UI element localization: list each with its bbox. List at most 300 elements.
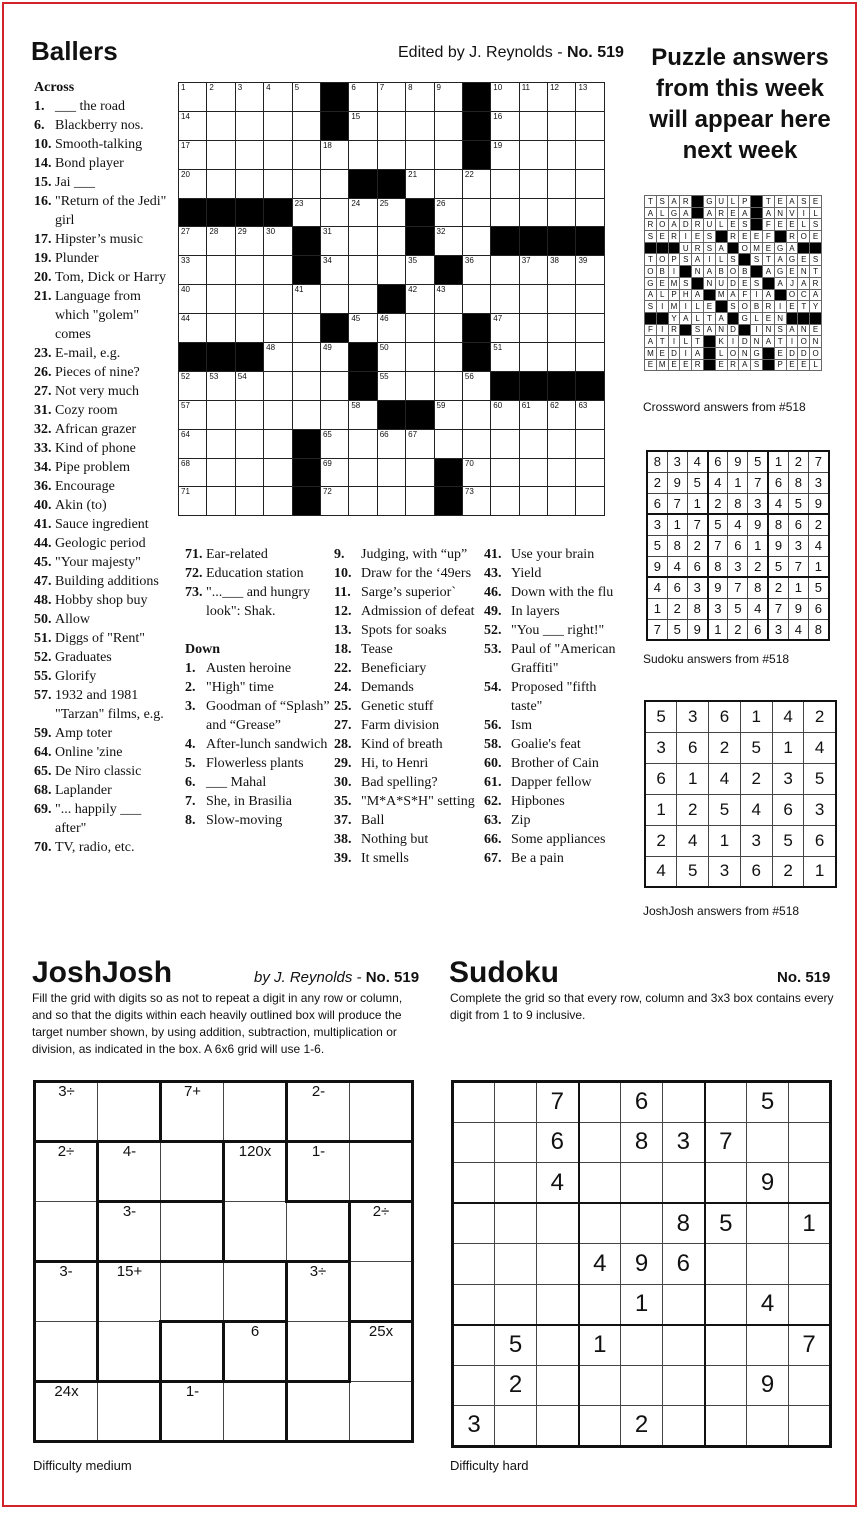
grid-cell[interactable]	[292, 140, 320, 169]
grid-cell[interactable]	[377, 227, 405, 256]
grid-cell[interactable]	[161, 1142, 224, 1202]
grid-cell[interactable]	[576, 400, 604, 429]
grid-cell[interactable]	[320, 487, 348, 516]
grid-cell[interactable]	[320, 343, 348, 372]
grid-cell[interactable]	[462, 487, 490, 516]
grid-cell[interactable]	[207, 458, 235, 487]
grid-cell[interactable]	[462, 198, 490, 227]
grid-cell[interactable]	[621, 1203, 663, 1244]
grid-cell[interactable]	[579, 1365, 621, 1406]
grid-cell[interactable]	[576, 198, 604, 227]
grid-cell[interactable]	[235, 400, 263, 429]
grid-cell[interactable]	[576, 314, 604, 343]
grid-cell[interactable]	[349, 429, 377, 458]
grid-cell[interactable]: 24x	[35, 1382, 98, 1442]
grid-cell[interactable]	[377, 371, 405, 400]
grid-cell[interactable]	[705, 1163, 747, 1204]
grid-cell[interactable]	[576, 256, 604, 285]
grid-cell[interactable]: 2-	[287, 1082, 350, 1142]
grid-cell[interactable]	[789, 1365, 831, 1406]
grid-cell[interactable]	[519, 83, 547, 112]
grid-cell[interactable]	[377, 83, 405, 112]
grid-cell[interactable]: 9	[747, 1163, 789, 1204]
grid-cell[interactable]	[207, 83, 235, 112]
grid-cell[interactable]	[548, 198, 576, 227]
grid-cell[interactable]	[292, 169, 320, 198]
grid-cell[interactable]	[207, 400, 235, 429]
grid-cell[interactable]	[453, 1325, 495, 1366]
grid-cell[interactable]	[705, 1365, 747, 1406]
grid-cell[interactable]	[235, 227, 263, 256]
grid-cell[interactable]	[179, 371, 207, 400]
grid-cell[interactable]	[377, 198, 405, 227]
grid-cell[interactable]	[320, 285, 348, 314]
grid-cell[interactable]	[548, 285, 576, 314]
grid-cell[interactable]	[495, 1284, 537, 1325]
grid-cell[interactable]	[491, 198, 519, 227]
grid-cell[interactable]	[663, 1163, 705, 1204]
grid-cell[interactable]	[491, 400, 519, 429]
grid-cell[interactable]	[320, 198, 348, 227]
grid-cell[interactable]	[235, 111, 263, 140]
grid-cell[interactable]	[377, 429, 405, 458]
grid-cell[interactable]	[491, 343, 519, 372]
grid-cell[interactable]	[519, 198, 547, 227]
grid-cell[interactable]: 15+	[98, 1262, 161, 1322]
grid-cell[interactable]	[434, 343, 462, 372]
grid-cell[interactable]	[491, 140, 519, 169]
grid-cell[interactable]	[207, 227, 235, 256]
grid-cell[interactable]	[349, 198, 377, 227]
grid-cell[interactable]	[320, 227, 348, 256]
grid-cell[interactable]	[491, 111, 519, 140]
grid-cell[interactable]	[747, 1122, 789, 1163]
grid-cell[interactable]	[519, 429, 547, 458]
grid-cell[interactable]	[264, 111, 292, 140]
grid-cell[interactable]	[519, 285, 547, 314]
grid-cell[interactable]	[491, 285, 519, 314]
grid-cell[interactable]	[292, 111, 320, 140]
grid-cell[interactable]	[377, 343, 405, 372]
grid-cell[interactable]	[264, 429, 292, 458]
grid-cell[interactable]	[462, 458, 490, 487]
grid-cell[interactable]	[537, 1203, 579, 1244]
grid-cell[interactable]	[548, 314, 576, 343]
grid-cell[interactable]	[179, 400, 207, 429]
grid-cell[interactable]	[548, 83, 576, 112]
grid-cell[interactable]: 9	[621, 1244, 663, 1285]
grid-cell[interactable]	[434, 400, 462, 429]
grid-cell[interactable]	[349, 285, 377, 314]
grid-cell[interactable]	[292, 198, 320, 227]
grid-cell[interactable]	[264, 314, 292, 343]
grid-cell[interactable]: 2	[621, 1406, 663, 1447]
grid-cell[interactable]	[161, 1202, 224, 1262]
grid-cell[interactable]	[453, 1082, 495, 1123]
grid-cell[interactable]	[406, 285, 434, 314]
grid-cell[interactable]	[579, 1163, 621, 1204]
grid-cell[interactable]: 4-	[98, 1142, 161, 1202]
grid-cell[interactable]	[235, 169, 263, 198]
grid-cell[interactable]	[264, 371, 292, 400]
grid-cell[interactable]	[161, 1322, 224, 1382]
grid-cell[interactable]	[406, 83, 434, 112]
grid-cell[interactable]	[537, 1244, 579, 1285]
grid-cell[interactable]	[434, 429, 462, 458]
grid-cell[interactable]	[663, 1284, 705, 1325]
grid-cell[interactable]	[548, 169, 576, 198]
grid-cell[interactable]	[179, 227, 207, 256]
grid-cell[interactable]	[491, 487, 519, 516]
grid-cell[interactable]	[350, 1142, 413, 1202]
grid-cell[interactable]	[224, 1202, 287, 1262]
grid-cell[interactable]	[264, 343, 292, 372]
grid-cell[interactable]	[207, 487, 235, 516]
grid-cell[interactable]	[491, 169, 519, 198]
grid-cell[interactable]	[495, 1082, 537, 1123]
grid-cell[interactable]	[434, 111, 462, 140]
grid-cell[interactable]	[349, 314, 377, 343]
grid-cell[interactable]	[579, 1082, 621, 1123]
grid-cell[interactable]	[179, 285, 207, 314]
grid-cell[interactable]	[349, 256, 377, 285]
grid-cell[interactable]	[235, 285, 263, 314]
grid-cell[interactable]	[98, 1382, 161, 1442]
grid-cell[interactable]	[491, 256, 519, 285]
grid-cell[interactable]	[320, 400, 348, 429]
grid-cell[interactable]	[207, 314, 235, 343]
grid-cell[interactable]	[207, 169, 235, 198]
grid-cell[interactable]: 7	[705, 1122, 747, 1163]
grid-cell[interactable]	[705, 1244, 747, 1285]
grid-cell[interactable]	[519, 111, 547, 140]
sudoku-grid[interactable]	[451, 1080, 832, 1448]
grid-cell[interactable]	[434, 198, 462, 227]
grid-cell[interactable]: 3-	[35, 1262, 98, 1322]
grid-cell[interactable]	[519, 140, 547, 169]
grid-cell[interactable]	[548, 487, 576, 516]
grid-cell[interactable]: 4	[579, 1244, 621, 1285]
grid-cell[interactable]	[406, 169, 434, 198]
grid-cell[interactable]	[235, 140, 263, 169]
grid-cell[interactable]	[491, 314, 519, 343]
grid-cell[interactable]	[548, 458, 576, 487]
grid-cell[interactable]	[349, 458, 377, 487]
grid-cell[interactable]	[537, 1325, 579, 1366]
grid-cell[interactable]	[663, 1365, 705, 1406]
grid-cell[interactable]	[453, 1163, 495, 1204]
grid-cell[interactable]	[406, 343, 434, 372]
grid-cell[interactable]	[576, 140, 604, 169]
grid-cell[interactable]	[235, 371, 263, 400]
grid-cell[interactable]	[320, 256, 348, 285]
grid-cell[interactable]	[462, 429, 490, 458]
grid-cell[interactable]	[264, 140, 292, 169]
grid-cell[interactable]	[350, 1262, 413, 1322]
grid-cell[interactable]	[453, 1244, 495, 1285]
grid-cell[interactable]	[519, 458, 547, 487]
grid-cell[interactable]	[98, 1322, 161, 1382]
grid-cell[interactable]	[179, 140, 207, 169]
grid-cell[interactable]	[548, 256, 576, 285]
grid-cell[interactable]	[537, 1365, 579, 1406]
grid-cell[interactable]	[621, 1365, 663, 1406]
grid-cell[interactable]	[287, 1202, 350, 1262]
grid-cell[interactable]	[350, 1382, 413, 1442]
grid-cell[interactable]	[224, 1082, 287, 1142]
grid-cell[interactable]	[576, 429, 604, 458]
grid-cell[interactable]	[789, 1122, 831, 1163]
grid-cell[interactable]	[621, 1163, 663, 1204]
grid-cell[interactable]	[434, 227, 462, 256]
grid-cell[interactable]: 4	[537, 1163, 579, 1204]
grid-cell[interactable]	[747, 1203, 789, 1244]
grid-cell[interactable]: 2	[495, 1365, 537, 1406]
grid-cell[interactable]: 2÷	[35, 1142, 98, 1202]
grid-cell[interactable]	[235, 487, 263, 516]
grid-cell[interactable]	[462, 285, 490, 314]
grid-cell[interactable]	[495, 1122, 537, 1163]
grid-cell[interactable]: 6	[663, 1244, 705, 1285]
grid-cell[interactable]	[491, 458, 519, 487]
grid-cell[interactable]	[747, 1325, 789, 1366]
grid-cell[interactable]	[495, 1406, 537, 1447]
grid-cell[interactable]	[663, 1082, 705, 1123]
grid-cell[interactable]	[406, 458, 434, 487]
grid-cell[interactable]	[35, 1202, 98, 1262]
grid-cell[interactable]: 8	[663, 1203, 705, 1244]
grid-cell[interactable]	[377, 458, 405, 487]
grid-cell[interactable]: 4	[747, 1284, 789, 1325]
grid-cell[interactable]	[576, 487, 604, 516]
grid-cell[interactable]	[576, 285, 604, 314]
grid-cell[interactable]	[495, 1244, 537, 1285]
grid-cell[interactable]	[579, 1284, 621, 1325]
grid-cell[interactable]	[705, 1284, 747, 1325]
grid-cell[interactable]	[579, 1203, 621, 1244]
grid-cell[interactable]	[434, 83, 462, 112]
grid-cell[interactable]	[789, 1163, 831, 1204]
grid-cell[interactable]	[789, 1082, 831, 1123]
grid-cell[interactable]	[519, 487, 547, 516]
grid-cell[interactable]	[789, 1244, 831, 1285]
grid-cell[interactable]	[406, 111, 434, 140]
grid-cell[interactable]	[406, 314, 434, 343]
grid-cell[interactable]	[434, 169, 462, 198]
grid-cell[interactable]: 5	[705, 1203, 747, 1244]
joshjosh-grid[interactable]	[33, 1080, 414, 1443]
grid-cell[interactable]	[434, 371, 462, 400]
grid-cell[interactable]	[495, 1163, 537, 1204]
grid-cell[interactable]	[320, 371, 348, 400]
grid-cell[interactable]	[349, 83, 377, 112]
grid-cell[interactable]: 8	[621, 1122, 663, 1163]
grid-cell[interactable]	[621, 1325, 663, 1366]
grid-cell[interactable]	[377, 140, 405, 169]
grid-cell[interactable]	[576, 111, 604, 140]
grid-cell[interactable]	[179, 111, 207, 140]
grid-cell[interactable]	[287, 1322, 350, 1382]
grid-cell[interactable]: 3-	[98, 1202, 161, 1262]
grid-cell[interactable]	[705, 1325, 747, 1366]
grid-cell[interactable]: 3÷	[35, 1082, 98, 1142]
grid-cell[interactable]	[663, 1406, 705, 1447]
grid-cell[interactable]	[576, 458, 604, 487]
grid-cell[interactable]	[264, 83, 292, 112]
grid-cell[interactable]	[434, 314, 462, 343]
grid-cell[interactable]	[224, 1382, 287, 1442]
grid-cell[interactable]	[235, 314, 263, 343]
grid-cell[interactable]	[264, 458, 292, 487]
grid-cell[interactable]	[747, 1244, 789, 1285]
grid-cell[interactable]	[495, 1203, 537, 1244]
grid-cell[interactable]	[320, 140, 348, 169]
grid-cell[interactable]	[491, 429, 519, 458]
grid-cell[interactable]	[179, 256, 207, 285]
grid-cell[interactable]	[235, 429, 263, 458]
grid-cell[interactable]	[548, 343, 576, 372]
grid-cell[interactable]	[179, 458, 207, 487]
grid-cell[interactable]	[406, 429, 434, 458]
grid-cell[interactable]	[406, 371, 434, 400]
grid-cell[interactable]	[576, 83, 604, 112]
grid-cell[interactable]	[264, 256, 292, 285]
grid-cell[interactable]	[349, 400, 377, 429]
grid-cell[interactable]	[453, 1365, 495, 1406]
grid-cell[interactable]	[207, 371, 235, 400]
grid-cell[interactable]	[406, 256, 434, 285]
grid-cell[interactable]	[235, 458, 263, 487]
grid-cell[interactable]	[705, 1082, 747, 1123]
grid-cell[interactable]: 6	[621, 1082, 663, 1123]
grid-cell[interactable]	[462, 371, 490, 400]
grid-cell[interactable]	[789, 1406, 831, 1447]
grid-cell[interactable]	[453, 1284, 495, 1325]
grid-cell[interactable]	[161, 1262, 224, 1322]
grid-cell[interactable]	[207, 285, 235, 314]
grid-cell[interactable]	[235, 83, 263, 112]
grid-cell[interactable]	[576, 169, 604, 198]
grid-cell[interactable]	[576, 343, 604, 372]
grid-cell[interactable]	[292, 400, 320, 429]
grid-cell[interactable]	[264, 227, 292, 256]
grid-cell[interactable]	[789, 1284, 831, 1325]
grid-cell[interactable]	[207, 256, 235, 285]
grid-cell[interactable]: 5	[495, 1325, 537, 1366]
grid-cell[interactable]	[292, 285, 320, 314]
grid-cell[interactable]	[548, 140, 576, 169]
crossword-grid[interactable]	[178, 82, 605, 516]
grid-cell[interactable]	[377, 111, 405, 140]
grid-cell[interactable]	[179, 487, 207, 516]
grid-cell[interactable]	[207, 111, 235, 140]
grid-cell[interactable]	[462, 169, 490, 198]
grid-cell[interactable]: 7	[537, 1082, 579, 1123]
grid-cell[interactable]	[462, 256, 490, 285]
grid-cell[interactable]	[35, 1322, 98, 1382]
grid-cell[interactable]: 3÷	[287, 1262, 350, 1322]
grid-cell[interactable]	[207, 140, 235, 169]
grid-cell[interactable]	[519, 343, 547, 372]
grid-cell[interactable]	[548, 111, 576, 140]
grid-cell[interactable]	[235, 256, 263, 285]
grid-cell[interactable]: 6	[224, 1322, 287, 1382]
grid-cell[interactable]	[207, 429, 235, 458]
grid-cell[interactable]: 9	[747, 1365, 789, 1406]
grid-cell[interactable]	[519, 169, 547, 198]
grid-cell[interactable]	[224, 1262, 287, 1322]
grid-cell[interactable]	[548, 429, 576, 458]
grid-cell[interactable]: 1	[579, 1325, 621, 1366]
grid-cell[interactable]	[663, 1325, 705, 1366]
grid-cell[interactable]	[579, 1122, 621, 1163]
grid-cell[interactable]: 3	[663, 1122, 705, 1163]
grid-cell[interactable]	[179, 429, 207, 458]
grid-cell[interactable]	[350, 1082, 413, 1142]
grid-cell[interactable]	[406, 140, 434, 169]
grid-cell[interactable]	[349, 140, 377, 169]
grid-cell[interactable]	[579, 1406, 621, 1447]
grid-cell[interactable]: 5	[747, 1082, 789, 1123]
grid-cell[interactable]: 1-	[287, 1142, 350, 1202]
grid-cell[interactable]	[264, 285, 292, 314]
grid-cell[interactable]	[377, 487, 405, 516]
grid-cell[interactable]	[320, 458, 348, 487]
grid-cell[interactable]	[264, 400, 292, 429]
grid-cell[interactable]	[519, 400, 547, 429]
grid-cell[interactable]	[179, 169, 207, 198]
grid-cell[interactable]	[179, 314, 207, 343]
grid-cell[interactable]	[548, 400, 576, 429]
grid-cell[interactable]	[453, 1203, 495, 1244]
grid-cell[interactable]	[519, 314, 547, 343]
grid-cell[interactable]: 7	[789, 1325, 831, 1366]
grid-cell[interactable]: 1-	[161, 1382, 224, 1442]
grid-cell[interactable]	[292, 371, 320, 400]
grid-cell[interactable]	[537, 1406, 579, 1447]
grid-cell[interactable]	[453, 1122, 495, 1163]
grid-cell[interactable]	[705, 1406, 747, 1447]
grid-cell[interactable]	[264, 169, 292, 198]
grid-cell[interactable]	[462, 400, 490, 429]
grid-cell[interactable]: 25x	[350, 1322, 413, 1382]
grid-cell[interactable]	[264, 487, 292, 516]
grid-cell[interactable]	[349, 487, 377, 516]
grid-cell[interactable]: 120x	[224, 1142, 287, 1202]
grid-cell[interactable]	[462, 227, 490, 256]
grid-cell[interactable]	[179, 83, 207, 112]
grid-cell[interactable]	[377, 314, 405, 343]
grid-cell[interactable]	[537, 1284, 579, 1325]
grid-cell[interactable]	[349, 227, 377, 256]
grid-cell[interactable]	[747, 1406, 789, 1447]
grid-cell[interactable]: 1	[621, 1284, 663, 1325]
grid-cell[interactable]	[287, 1382, 350, 1442]
grid-cell[interactable]: 1	[789, 1203, 831, 1244]
grid-cell[interactable]: 6	[537, 1122, 579, 1163]
grid-cell[interactable]	[292, 83, 320, 112]
grid-cell[interactable]	[406, 487, 434, 516]
grid-cell[interactable]	[292, 343, 320, 372]
grid-cell[interactable]	[320, 169, 348, 198]
grid-cell[interactable]	[434, 285, 462, 314]
grid-cell[interactable]	[519, 256, 547, 285]
grid-cell[interactable]	[491, 83, 519, 112]
grid-cell[interactable]	[434, 140, 462, 169]
grid-cell[interactable]	[320, 429, 348, 458]
grid-cell[interactable]	[98, 1082, 161, 1142]
grid-cell[interactable]	[377, 256, 405, 285]
